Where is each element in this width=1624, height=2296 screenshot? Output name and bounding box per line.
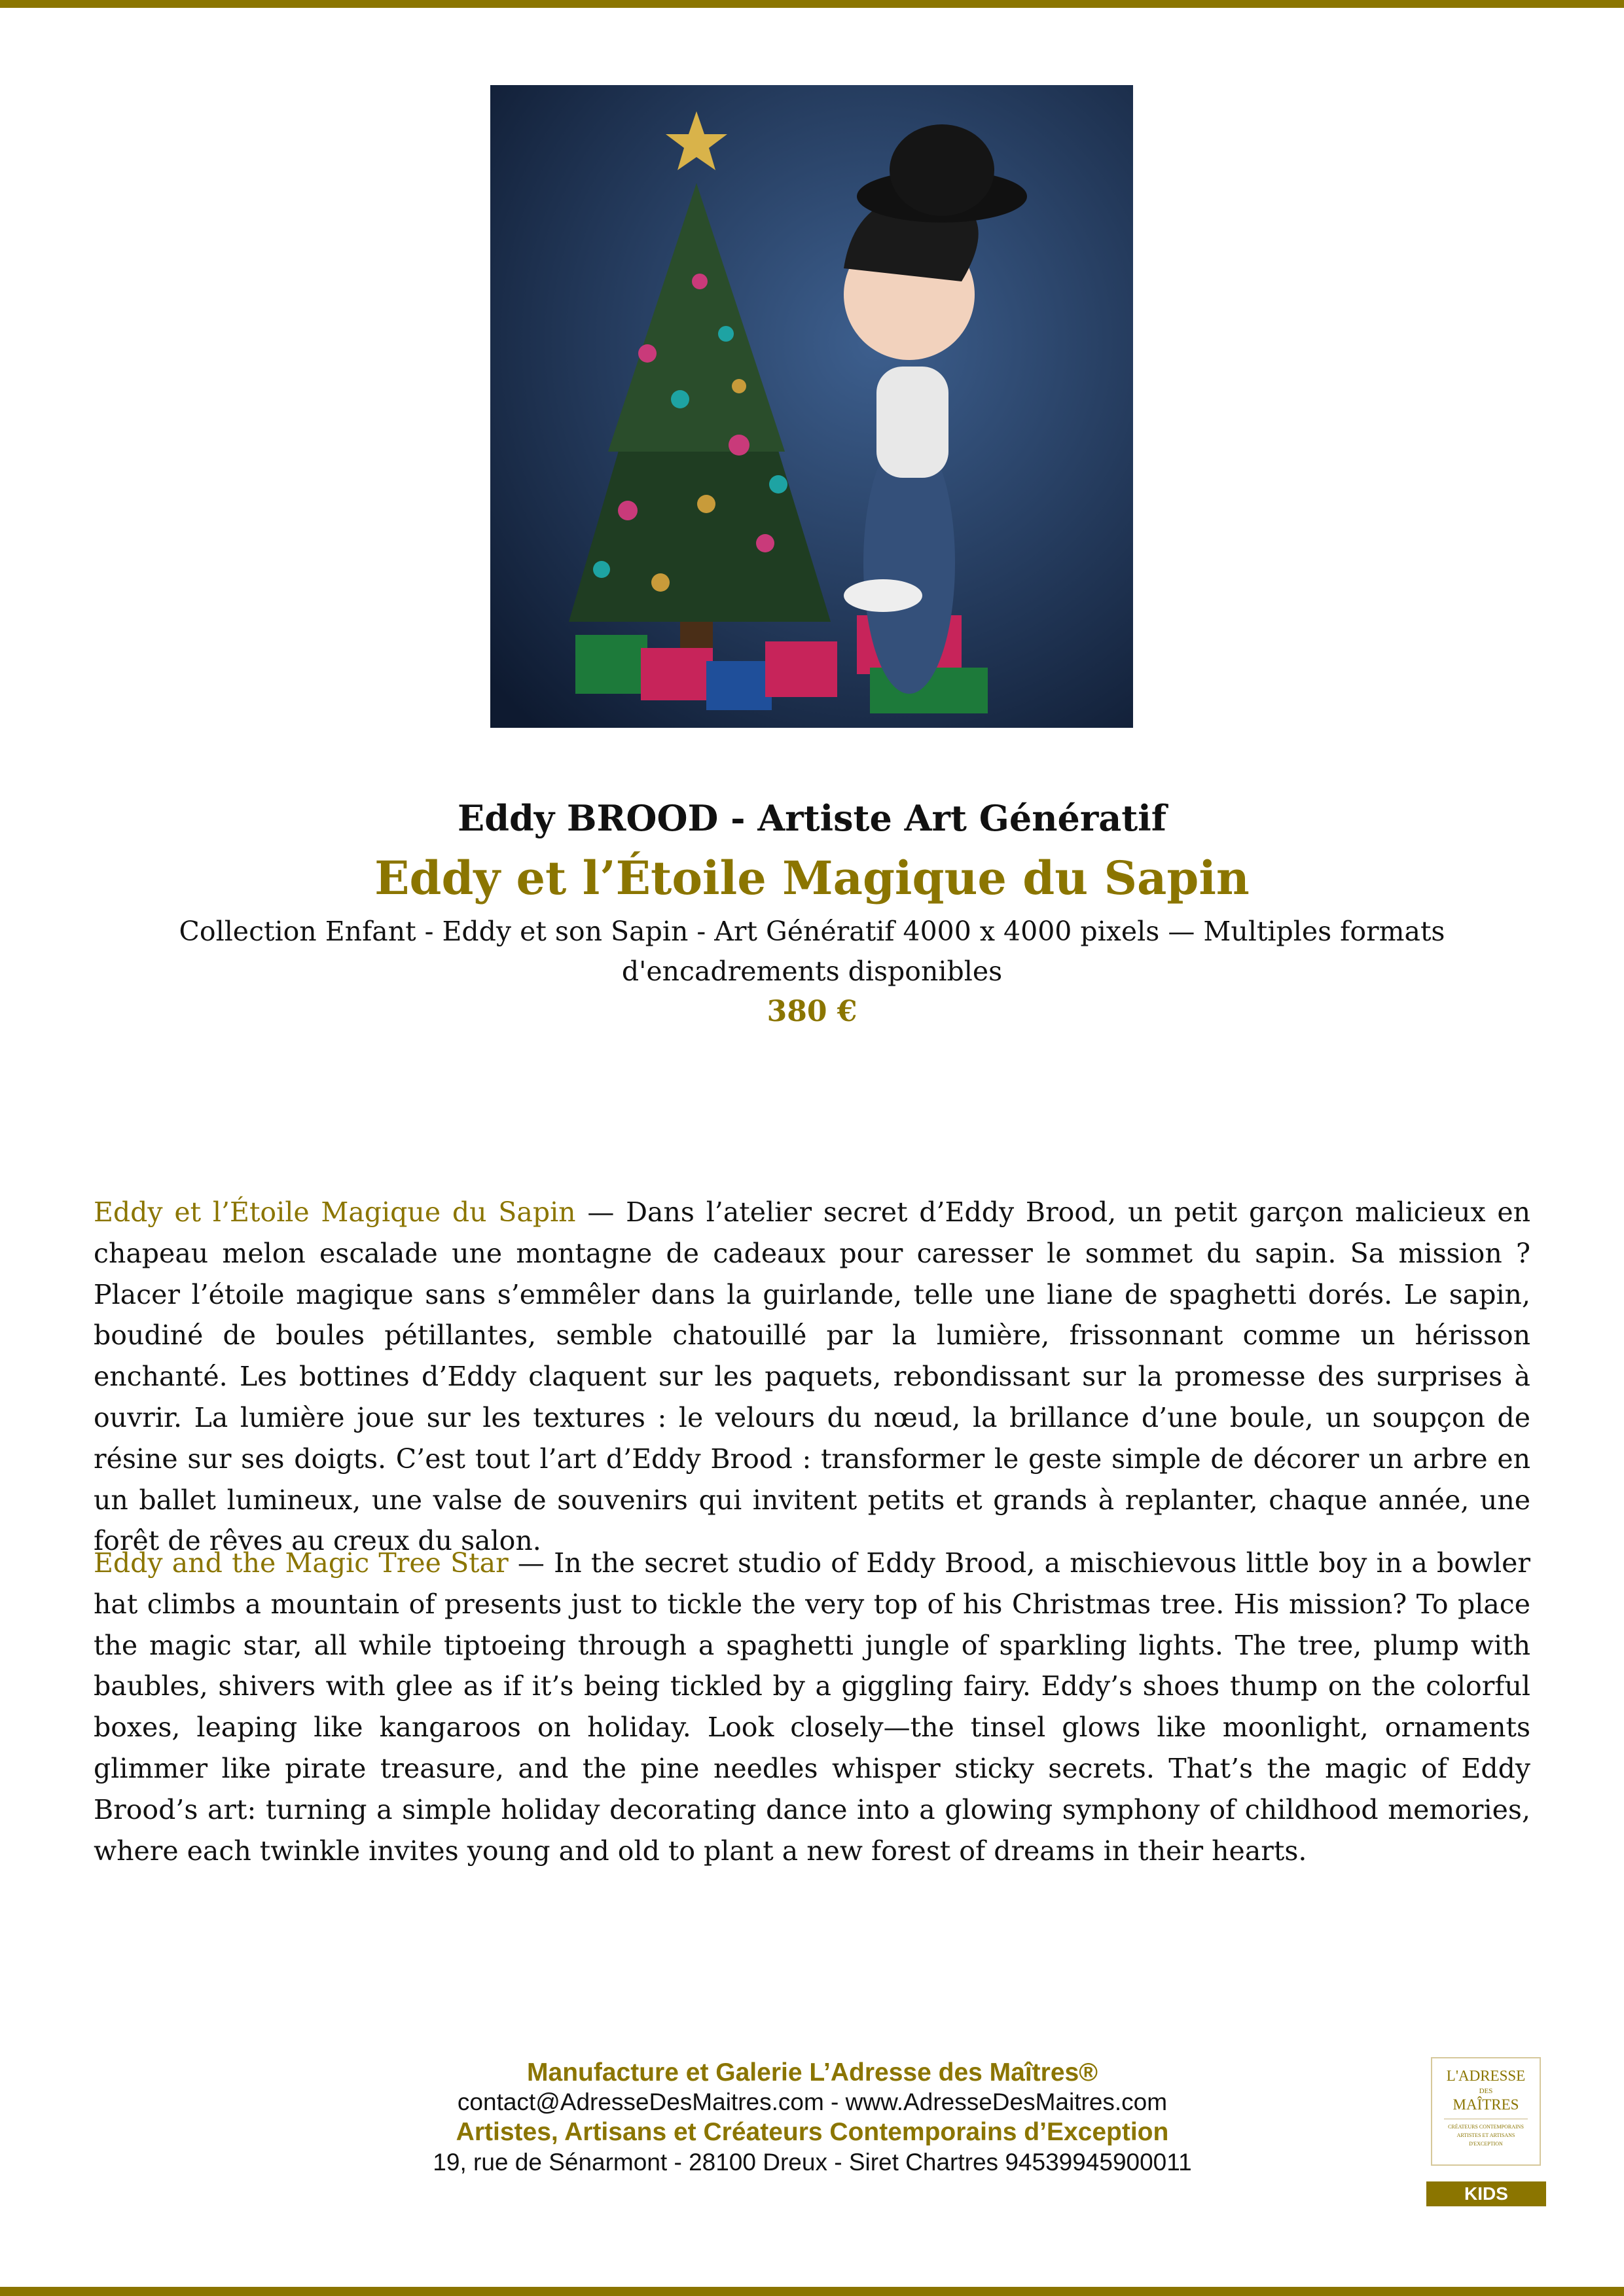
bottom-border (0, 2287, 1624, 2296)
artwork-image (490, 85, 1133, 728)
logo-line: DES (1479, 2087, 1493, 2095)
footer-contact[interactable]: contact@AdresseDesMaitres.com - www.AdresseDesMaitres.com (457, 2089, 1168, 2115)
artwork-subtitle: Collection Enfant - Eddy et son Sapin - Art Génératif 4000 x 4000 pixels — Multiples formats d'encadrements disponibles (179, 916, 1445, 987)
artwork-title: Eddy et l’Étoile Magique du Sapin (374, 851, 1250, 905)
logo-line: CRÉATEURS CONTEMPORAINS (1448, 2124, 1524, 2130)
gallery-logo (1431, 2057, 1541, 2166)
artist-heading: Eddy BROOD - Artiste Art Génératif (458, 797, 1166, 839)
description-french (94, 1192, 1530, 1562)
logo-line: ARTISTES ET ARTISANS (1456, 2132, 1515, 2138)
footer-address: 19, rue de Sénarmont - 28100 Dreux - Siret Chartres 94539945900011 (433, 2149, 1192, 2176)
description-french-text: — Dans l’atelier secret d’Eddy Brood, un petit garçon malicieux en chapeau melon escalade une montagne de cadeaux pour caresser le sommet du sapin. Sa mission ? Placer l’étoile magique sans s’emmêler dans la guirlande, telle une liane de spaghetti dorés. Le sapin, boudiné de boules pétillantes, semble chatouillé par la lumière, frissonnant comme un hérisson enchanté. Les bottines d’Eddy claquent sur les paquets, rebondissant sur la promesse des surprises à ouvrir. La lumière joue sur les textures : le velours du nœud, la brillance d’une boule, un soupçon de résine sur ses doigts. C’est tout l’art d’Eddy Brood : transformer le geste simple de décorer un arbre en un ballet lumineux, une valse de souvenirs qui invitent petits et grands à replanter, chaque année, une forêt de rêves au creux du salon. (94, 1196, 1530, 1557)
description-french-lead: Eddy et l’Étoile Magique du Sapin (94, 1196, 576, 1228)
logo-line: D'EXCEPTION (1469, 2141, 1503, 2147)
logo-line: L'ADRESSE (1446, 2068, 1526, 2084)
price: 380 € (767, 995, 857, 1028)
footer-tagline: Artistes, Artisans et Créateurs Contemporains d’Exception (456, 2118, 1169, 2146)
logo-line: MAÎTRES (1453, 2096, 1519, 2113)
top-border (0, 0, 1624, 8)
description-english-text: — In the secret studio of Eddy Brood, a mischievous little boy in a bowler hat climbs a mountain of presents just to tickle the very top of his Christmas tree. His mission? To place the magic star, all while tiptoeing through a spaghetti jungle of sparkling lights. The tree, plump with baubles, shivers with glee as if it’s being tickled by a giggling fairy. Eddy’s shoes thump on the colorful boxes, leaping like kangaroos on holiday. Look closely—the tinsel glows like moonlight, ornaments glimmer like pirate treasure, and the pine needles whisper sticky secrets. That’s the magic of Eddy Brood’s art: turning a simple holiday decorating dance into a glowing symphony of childhood memories, where each twinkle invites young and old to plant a new forest of dreams in their hearts. (94, 1547, 1530, 1867)
description-english-lead: Eddy and the Magic Tree Star (94, 1547, 509, 1579)
footer-company: Manufacture et Galerie L’Adresse des Maîtres® (527, 2058, 1098, 2087)
kids-badge: KIDS (1426, 2181, 1546, 2206)
description-english (94, 1543, 1530, 1871)
